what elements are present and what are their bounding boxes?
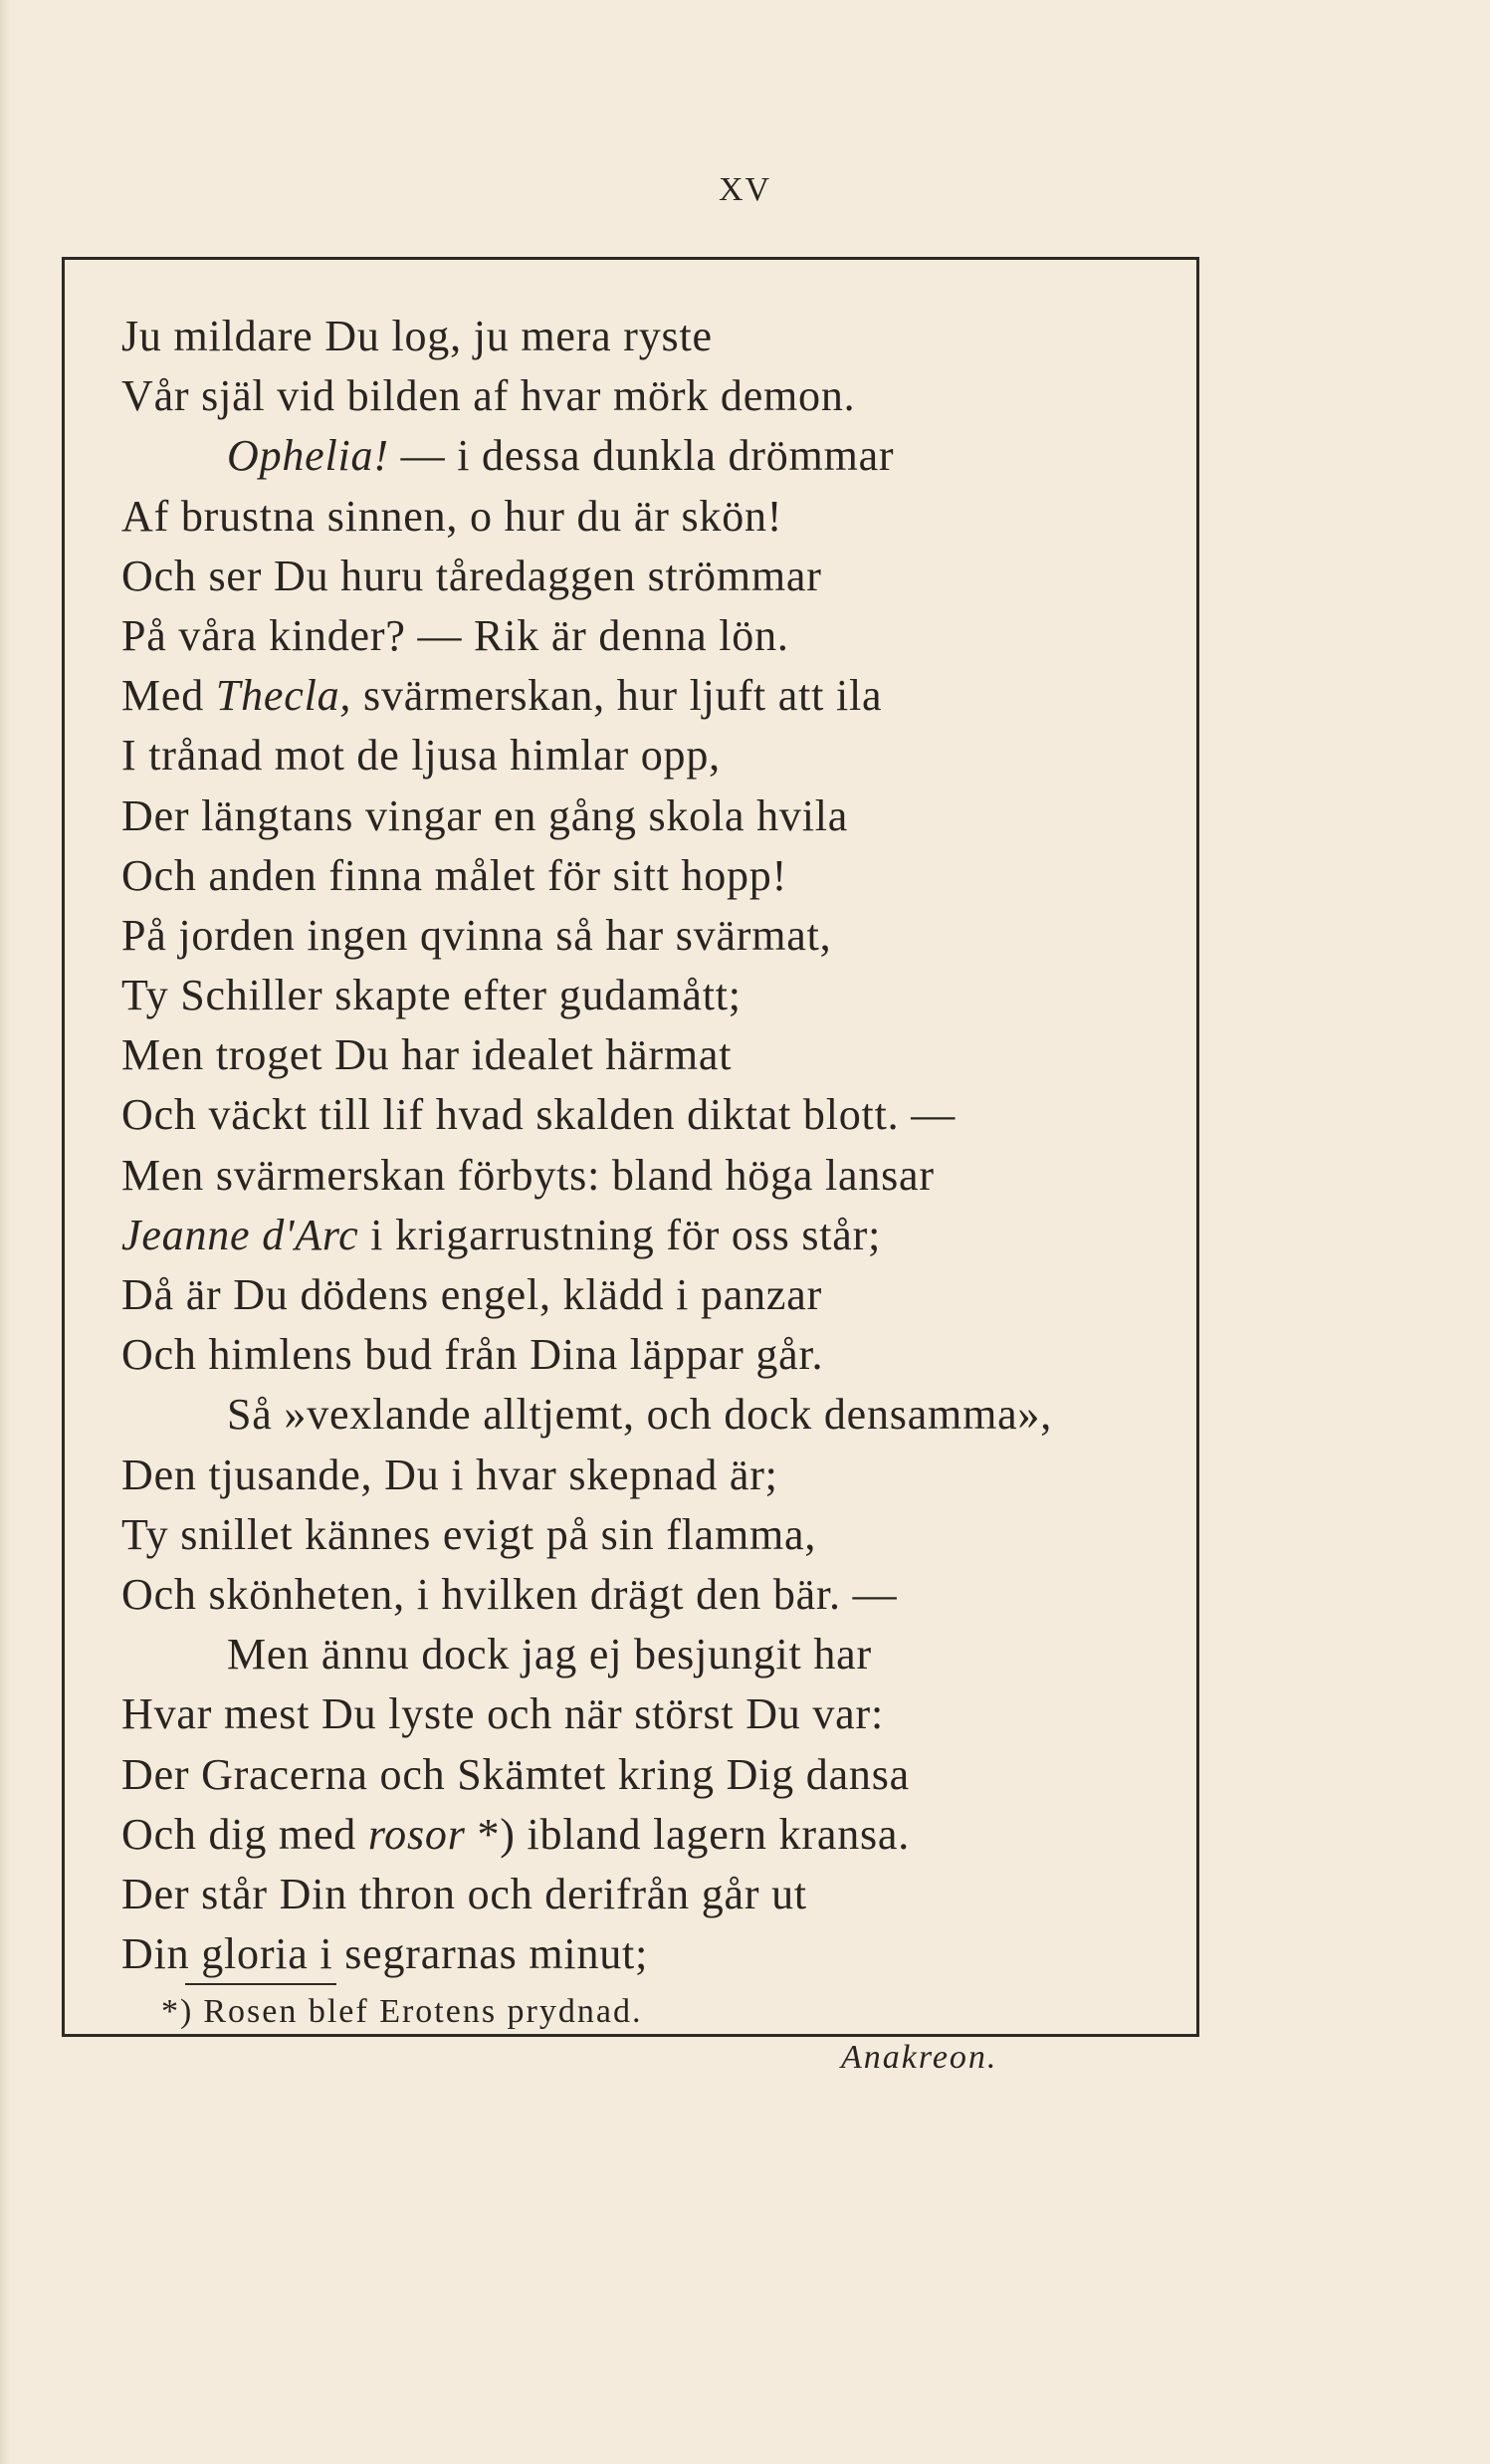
poem-line-21: Ty snillet kännes evigt på sin flamma, xyxy=(121,1509,817,1559)
poem-line-18: Och himlens bud från Dina läppar går. xyxy=(121,1330,824,1380)
poem-line-23: Men ännu dock jag ej besjungit har xyxy=(227,1630,872,1680)
poem-line-16-rest: i krigarrustning för oss står; xyxy=(358,1210,882,1259)
poem-line-4: Af brustna sinnen, o hur du är skön! xyxy=(121,491,783,541)
poem-line-9: Der längtans vingar en gång skola hvila xyxy=(121,790,849,840)
poem-line-16 xyxy=(121,1206,1137,1265)
poem-line-27: Der står Din thron och derifrån går ut xyxy=(121,1869,807,1918)
poem-line-17: Då är Du dödens engel, klädd i panzar xyxy=(121,1270,823,1319)
poem-line-13: Men troget Du har idealet härmat xyxy=(121,1030,733,1080)
poem-line-24: Hvar mest Du lyste och när störst Du var: xyxy=(121,1689,884,1739)
poem-line-14: Och väckt till lif hvad skalden diktat blott. — xyxy=(121,1090,956,1140)
poem-line-28: Din gloria i segrarnas minut; xyxy=(121,1929,649,1979)
poem-line-7-pre: Med xyxy=(121,671,216,721)
poem-line-11: På jorden ingen qvinna så har svärmat, xyxy=(121,910,832,960)
poem-line-3-rest: — i dessa dunkla drömmar xyxy=(388,431,895,481)
poem-line-10: Och anden finna målet för sitt hopp! xyxy=(121,850,788,900)
poem-line-7-rest: svärmerskan, hur ljuft att ila xyxy=(351,671,883,721)
footnote-attribution: Anakreon. xyxy=(841,2039,998,2076)
poem-line-25: Der Gracerna och Skämtet kring Dig dansa xyxy=(121,1749,910,1799)
poem-line-20: Den tjusande, Du i hvar skepnad är; xyxy=(121,1450,778,1499)
name-ophelia: Ophelia! xyxy=(227,431,389,481)
poem-line-26 xyxy=(121,1805,1137,1865)
footnote-mark: *) xyxy=(161,1993,194,2030)
page-edge xyxy=(0,0,10,2464)
footnote-text: Rosen blef Erotens prydnad. xyxy=(203,1993,643,2030)
page-number: XV xyxy=(718,171,772,208)
footnote-rule xyxy=(185,1983,336,1985)
poem-line-7 xyxy=(121,666,1137,726)
word-rosor: rosor xyxy=(367,1809,466,1859)
poem-line-22: Och skönheten, i hvilken drägt den bär. — xyxy=(121,1569,898,1619)
poem-line-8: I trånad mot de ljusa himlar opp, xyxy=(121,731,721,781)
name-thecla: Thecla, xyxy=(215,671,352,721)
poem-line-19: Så »vexlande alltjemt, och dock densamma», xyxy=(227,1390,1053,1440)
poem-line-3 xyxy=(121,426,1137,486)
poem-line-12: Ty Schiller skapte efter gudamått; xyxy=(121,971,742,1020)
poem-line-26-pre: Och dig med xyxy=(121,1809,368,1859)
poem-line-15: Men svärmerskan förbyts: bland höga lansar xyxy=(121,1150,935,1200)
footnote xyxy=(161,1993,642,2031)
poem-line-1: Ju mildare Du log, ju mera ryste xyxy=(121,312,713,360)
poem-line-5: Och ser Du huru tåredaggen strömmar xyxy=(121,551,822,600)
poem-line-26-rest: *) ibland lagern kransa. xyxy=(465,1809,911,1859)
poem-line-2: Vår själ vid bilden af hvar mörk demon. xyxy=(121,371,856,421)
poem xyxy=(121,307,1137,1984)
name-jeanne-darc: Jeanne d'Arc xyxy=(121,1210,359,1259)
poem-line-6: På våra kinder? — Rik är denna lön. xyxy=(121,610,789,660)
